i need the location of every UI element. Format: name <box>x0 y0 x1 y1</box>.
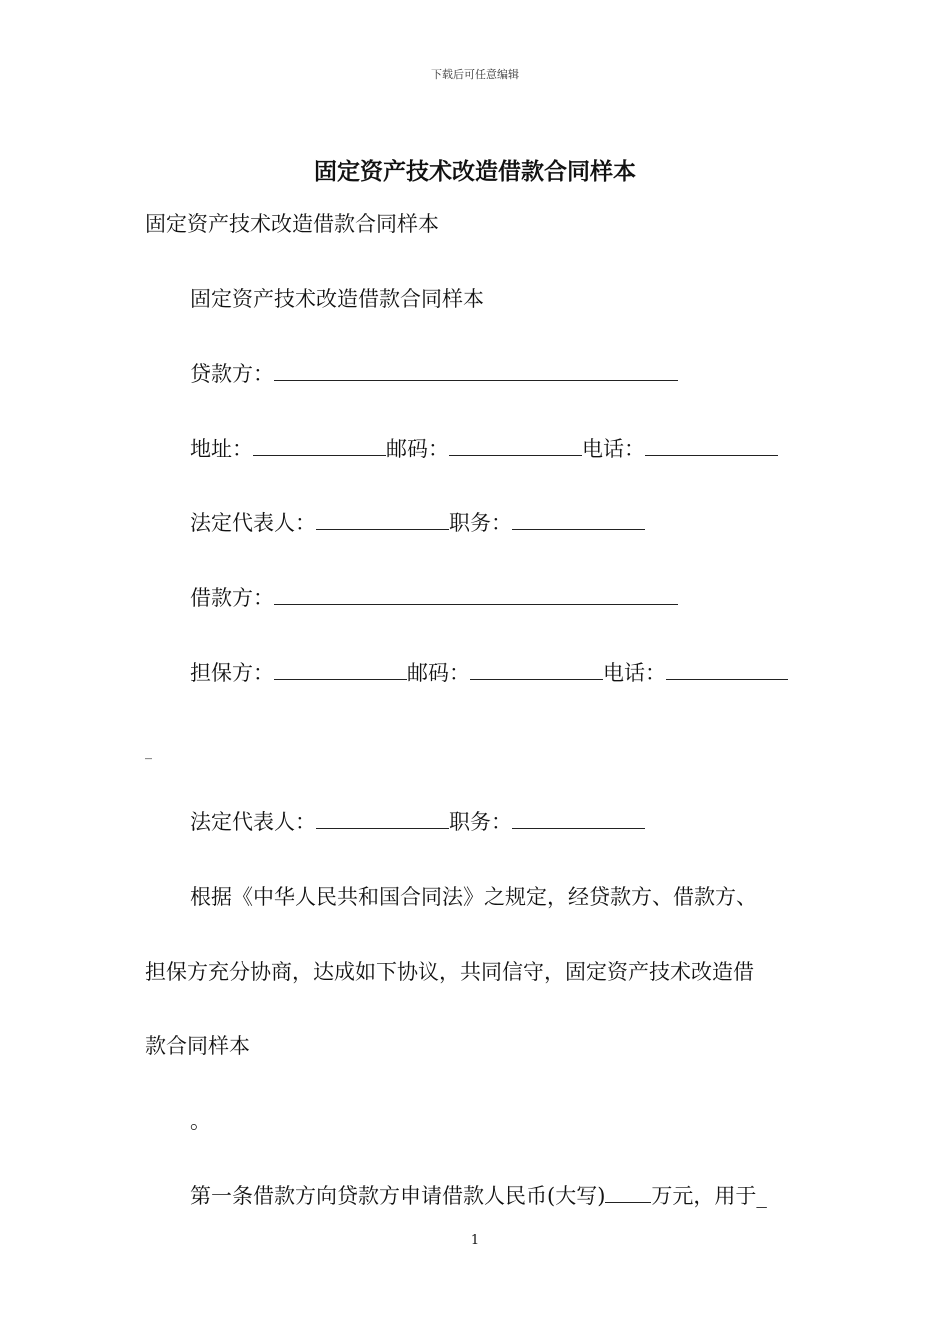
article-1-unit: 万元，用于 <box>651 1184 757 1208</box>
borrower-line <box>190 584 678 612</box>
address-blank[interactable] <box>253 435 386 456</box>
position-label-2: 职务： <box>449 810 512 834</box>
borrower-label: 借款方： <box>190 586 274 610</box>
representative-blank-2[interactable] <box>316 808 449 829</box>
guarantor-blank[interactable] <box>274 659 407 680</box>
position-blank-2[interactable] <box>512 808 645 829</box>
phone-label: 电话： <box>582 437 645 461</box>
postcode-label: 邮码： <box>386 437 449 461</box>
address-line <box>190 435 778 463</box>
preamble-end: 。 <box>190 1109 211 1133</box>
preamble-line-1: 根据《中华人民共和国合同法》之规定，经贷款方、借款方、 <box>190 885 757 909</box>
page-number: 1 <box>470 1233 480 1248</box>
article-1-trail: _ <box>756 1184 767 1208</box>
phone-blank[interactable] <box>645 435 778 456</box>
representative-line <box>190 509 645 537</box>
representative-line-2 <box>190 808 645 836</box>
document-subtitle: 固定资产技术改造借款合同样本 <box>145 212 439 236</box>
guarantor-postcode-label: 邮码： <box>407 661 470 685</box>
guarantor-postcode-blank[interactable] <box>470 659 603 680</box>
representative-label: 法定代表人： <box>190 511 316 535</box>
guarantor-line <box>190 659 788 687</box>
lender-label: 贷款方： <box>190 362 274 386</box>
representative-blank[interactable] <box>316 509 449 530</box>
lender-blank[interactable] <box>274 360 678 381</box>
document-title: 固定资产技术改造借款合同样本 <box>314 158 636 185</box>
representative-label-2: 法定代表人： <box>190 810 316 834</box>
guarantor-label: 担保方： <box>190 661 274 685</box>
continuation-mark: _ <box>145 744 152 760</box>
position-label: 职务： <box>449 511 512 535</box>
address-label: 地址： <box>190 437 253 461</box>
position-blank[interactable] <box>512 509 645 530</box>
borrower-blank[interactable] <box>274 584 678 605</box>
lender-line <box>190 360 678 388</box>
preamble-line-2: 担保方充分协商，达成如下协议，共同信守，固定资产技术改造借 <box>145 960 754 984</box>
postcode-blank[interactable] <box>449 435 582 456</box>
article-1-text: 第一条借款方向贷款方申请借款人民币(大写) <box>190 1184 606 1208</box>
amount-blank[interactable] <box>605 1182 651 1203</box>
page-header-note: 下载后可任意编辑 <box>431 68 519 81</box>
guarantor-phone-blank[interactable] <box>666 659 788 680</box>
preamble-line-3: 款合同样本 <box>145 1034 250 1058</box>
guarantor-phone-label: 电话： <box>603 661 666 685</box>
article-1-line <box>190 1182 767 1210</box>
document-heading: 固定资产技术改造借款合同样本 <box>190 287 484 311</box>
